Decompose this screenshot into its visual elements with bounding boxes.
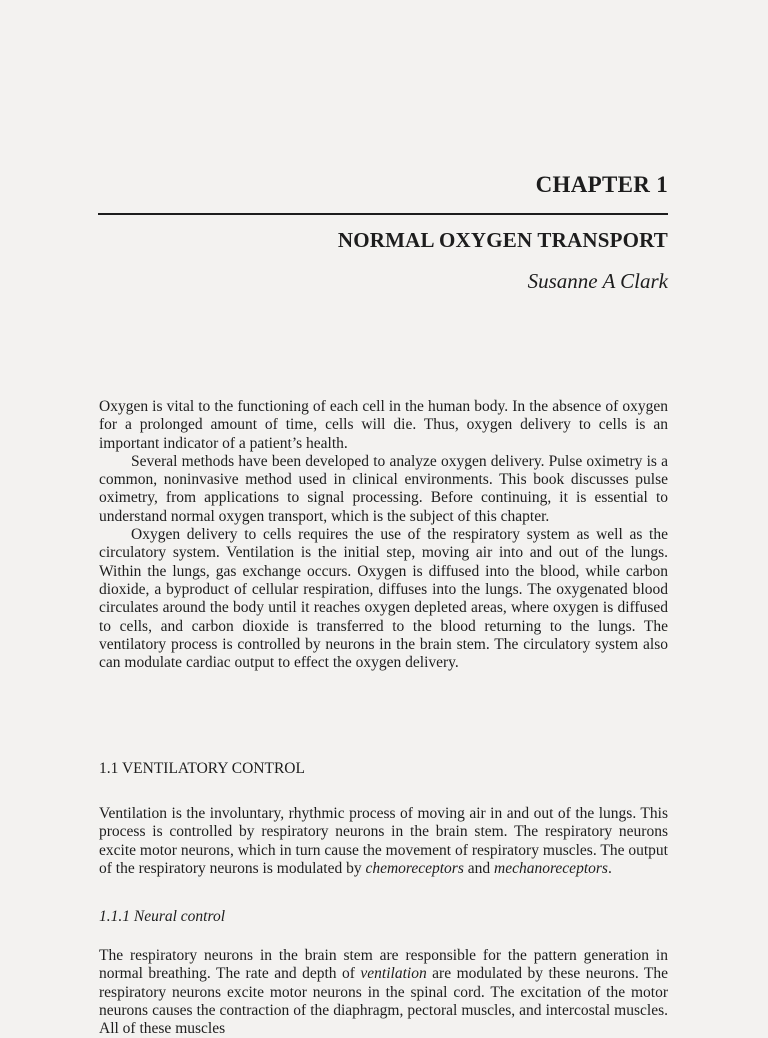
chapter-title: NORMAL OXYGEN TRANSPORT <box>337 228 668 252</box>
section-text <box>99 805 668 878</box>
term-chemoreceptors: chemoreceptors <box>365 859 464 877</box>
subsection-paragraph-1-rest: are modulated by these neurons. The respiratory neurons excite motor neurons in the spinal cord. The excitation of the motor neurons causes the contraction of the diaphragm, pectoral muscles, and intercostal muscles. All of these muscles <box>99 965 669 1038</box>
intro-paragraph-1: Oxygen is vital to the functioning of each cell in the human body. In the absence of oxygen for a prolonged amount of time, cells will die. Thus, oxygen delivery to cells is an important indicator of a patient’s health. <box>99 398 668 452</box>
section-paragraph-1-and: and <box>463 859 495 877</box>
intro-text <box>99 398 668 672</box>
section-paragraph-1 <box>99 805 668 878</box>
term-ventilation: ventilation <box>360 965 427 983</box>
section-heading: 1.1 VENTILATORY CONTROL <box>99 760 305 777</box>
subsection-paragraph-1 <box>99 947 668 1038</box>
section-paragraph-1-end: . <box>607 859 612 877</box>
term-mechanoreceptors: mechanoreceptors <box>494 859 608 877</box>
chapter-divider <box>98 213 668 215</box>
intro-paragraph-3: Oxygen delivery to cells requires the use of the respiratory system as well as the circulatory system. Ventilation is the initial step, moving air into and out of the lungs. Within the lungs, gas exchange occurs. Oxygen is diffused into the blood, while carbon dioxide, a byproduct of cellular respiration, diffuses into the lungs. The oxygenated blood circulates around the body until it reaches oxygen depleted areas, where oxygen is diffused to cells, and carbon dioxide is transferred to the blood returning to the lungs. The ventilatory process is controlled by neurons in the brain stem. The circulatory system also can modulate cardiac output to effect the oxygen delivery. <box>99 526 668 672</box>
section-paragraph-1-text: Ventilation is the involuntary, rhythmic process of moving air in and out of the lungs. This process is controlled by respiratory neurons in the brain stem. The respiratory neurons excite motor neurons, which in turn cause the movement of respiratory muscles. The output of the respiratory neurons is modulated by <box>99 805 668 877</box>
subsection-heading: 1.1.1 Neural control <box>99 908 226 925</box>
subsection-text <box>99 947 668 1038</box>
chapter-label: CHAPTER 1 <box>535 172 668 197</box>
author-name: Susanne A Clark <box>527 269 668 293</box>
subsection-paragraph-1-text: The respiratory neurons in the brain stem are responsible for the pattern generation in normal breathing. The rate and depth of <box>99 947 668 983</box>
intro-paragraph-2: Several methods have been developed to analyze oxygen delivery. Pulse oximetry is a common, noninvasive method used in clinical environments. This book discusses pulse oximetry, from applications to signal processing. Before continuing, it is essential to understand normal oxygen transport, which is the subject of this chapter. <box>99 452 668 525</box>
